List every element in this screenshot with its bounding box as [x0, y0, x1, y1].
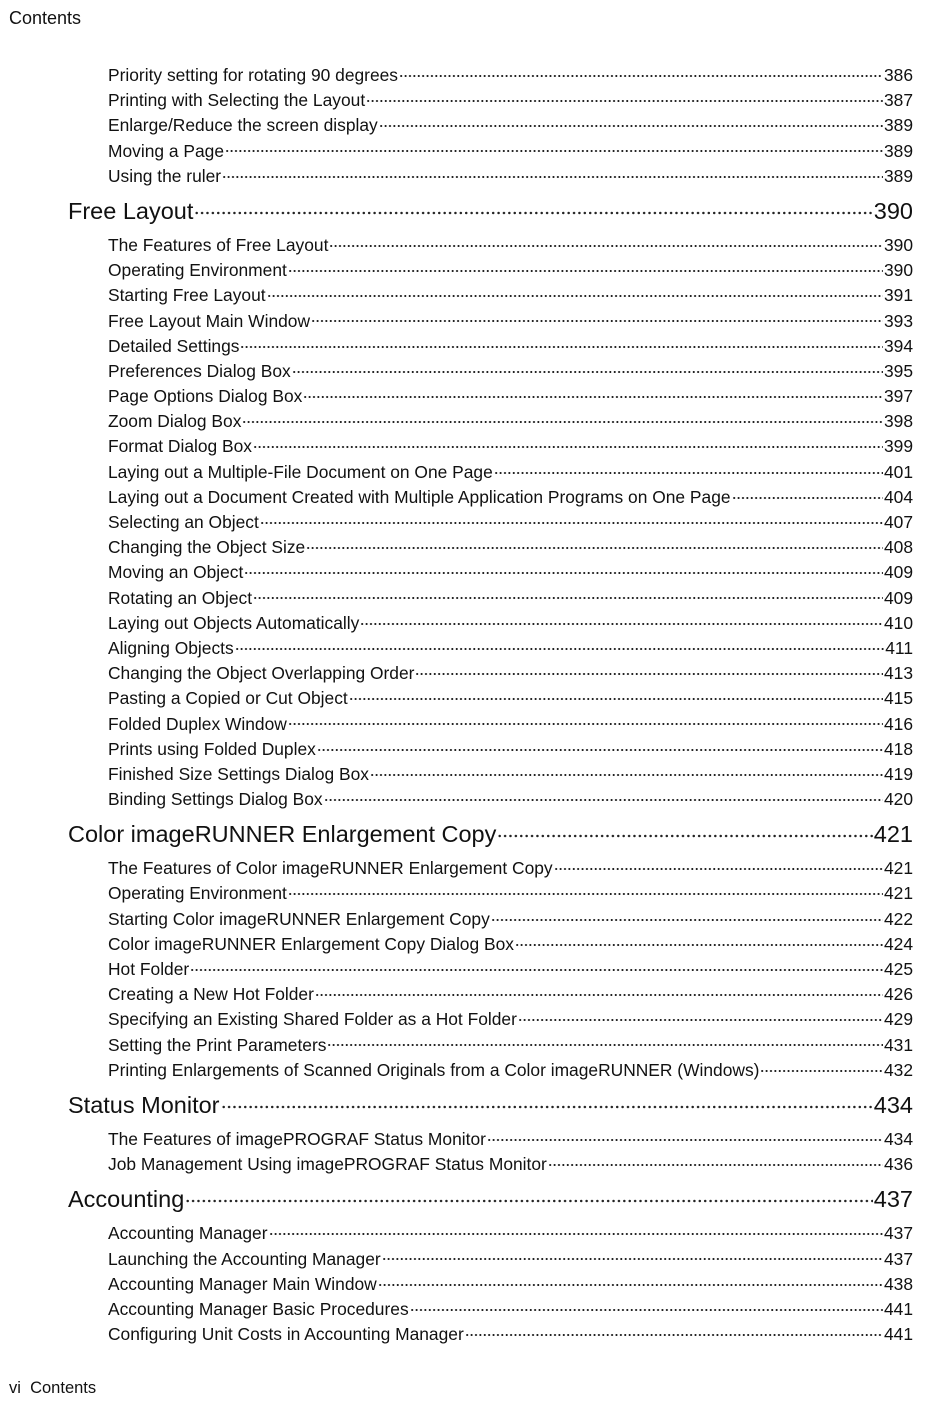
toc-entry-page: 434	[883, 1128, 913, 1149]
dot-leader	[324, 788, 883, 805]
toc-entry-title: Hot Folder	[108, 959, 190, 979]
toc-entry[interactable]	[0, 1152, 913, 1177]
toc-entry-page: 404	[883, 486, 913, 507]
toc-entry-page: 429	[883, 1009, 913, 1030]
toc-entry-title: Preferences Dialog Box	[108, 360, 291, 381]
dot-leader	[303, 385, 883, 402]
toc-entry[interactable]	[0, 1127, 913, 1152]
toc-entry-title: Free Layout	[68, 197, 194, 224]
toc-entry-page: 389	[883, 165, 913, 186]
toc-entry-page: 407	[883, 512, 913, 532]
toc-entry-title: Accounting Manager Basic Procedures	[108, 1298, 409, 1319]
toc-entry[interactable]	[0, 762, 913, 787]
dot-leader	[349, 687, 883, 704]
dot-leader	[360, 611, 883, 628]
toc-entry-title: Aligning Objects	[108, 637, 234, 658]
toc-entry-title: The Features of imagePROGRAF Status Monitor	[108, 1128, 486, 1149]
toc-entry[interactable]	[0, 907, 913, 932]
toc-entry-page: 409	[883, 587, 913, 608]
toc-entry-title: Finished Size Settings Dialog Box	[108, 763, 369, 784]
dot-leader	[760, 1058, 883, 1075]
toc-entry-page: 436	[883, 1154, 913, 1175]
toc-entry-page: 399	[883, 436, 913, 457]
dot-leader	[491, 907, 883, 924]
dot-leader	[253, 435, 883, 452]
toc-entry-page: 389	[883, 115, 913, 136]
dot-leader	[253, 586, 883, 603]
toc-entry-title: Rotating an Object	[108, 587, 253, 608]
toc-entry[interactable]	[0, 712, 913, 737]
page-number: vi	[9, 1379, 21, 1397]
dot-leader	[221, 1089, 873, 1113]
dot-leader	[267, 284, 883, 301]
toc-entry-page: 387	[883, 90, 913, 111]
toc-entry-title: Printing with Selecting the Layout	[108, 90, 366, 111]
dot-leader	[410, 1297, 883, 1314]
toc-entry[interactable]	[0, 737, 913, 762]
toc-entry-title: Prints using Folded Duplex	[108, 738, 316, 759]
toc-entry-title: Printing Enlargements of Scanned Originals from a Color imageRUNNER (Windows)	[108, 1059, 760, 1080]
toc-entry-page: 422	[883, 908, 913, 929]
toc-entry[interactable]	[0, 787, 913, 812]
toc-entry-page: 438	[883, 1273, 913, 1294]
toc-entry-page: 393	[883, 310, 913, 331]
toc-entry-title: Configuring Unit Costs in Accounting Manager	[108, 1324, 464, 1345]
toc-entry-title: Operating Environment	[108, 883, 287, 904]
toc-entry-title: Free Layout Main Window	[108, 310, 311, 331]
toc-entry-page: 432	[883, 1059, 913, 1080]
table-of-contents	[0, 63, 950, 1347]
toc-entry-title: Job Management Using imagePROGRAF Status Monitor	[108, 1154, 547, 1175]
toc-entry-title: Accounting	[68, 1186, 185, 1213]
toc-entry[interactable]	[0, 636, 913, 661]
toc-entry[interactable]	[0, 309, 913, 334]
toc-entry-page: 437	[883, 1248, 913, 1269]
toc-entry-title: Binding Settings Dialog Box	[108, 789, 323, 810]
toc-entry-title: Enlarge/Reduce the screen display	[108, 115, 378, 136]
toc-entry-title: Color imageRUNNER Enlargement Copy	[68, 821, 497, 848]
dot-leader	[292, 359, 883, 376]
toc-entry-page: 395	[883, 360, 913, 381]
page-footer	[9, 1379, 96, 1398]
toc-entry-title: Launching the Accounting Manager	[108, 1248, 381, 1269]
dot-leader	[194, 195, 872, 219]
dot-leader	[487, 1128, 883, 1145]
dot-leader	[379, 114, 883, 131]
toc-entry-title: Operating Environment	[108, 260, 287, 281]
toc-entry-title: Laying out a Document Created with Multiple Application Programs on One Page	[108, 486, 731, 507]
toc-entry-title: Selecting an Object	[108, 512, 259, 532]
toc-entry[interactable]	[0, 384, 913, 409]
toc-section-entry[interactable]	[0, 1177, 913, 1221]
toc-entry-page: 437	[873, 1186, 913, 1213]
toc-entry[interactable]	[0, 510, 913, 535]
toc-entry-page: 409	[883, 562, 913, 583]
toc-entry[interactable]	[0, 661, 913, 686]
toc-entry-page: 410	[883, 612, 913, 633]
toc-entry-page: 413	[883, 663, 913, 684]
toc-entry-page: 401	[883, 461, 913, 482]
toc-entry-page: 431	[883, 1034, 913, 1055]
toc-entry[interactable]	[0, 881, 913, 906]
toc-entry-page: 391	[883, 285, 913, 306]
toc-entry[interactable]	[0, 485, 913, 510]
toc-entry-title: Changing the Object Size	[108, 537, 306, 558]
toc-entry-page: 419	[883, 763, 913, 784]
dot-leader	[465, 1323, 883, 1340]
toc-entry[interactable]	[0, 1058, 913, 1083]
toc-entry-page: 420	[883, 789, 913, 810]
toc-entry-title: Priority setting for rotating 90 degrees	[108, 65, 398, 85]
toc-entry-page: 408	[883, 537, 913, 558]
toc-entry-title: Zoom Dialog Box	[108, 411, 242, 432]
toc-entry[interactable]	[0, 1247, 913, 1272]
toc-entry-title: The Features of Color imageRUNNER Enlargement Copy	[108, 858, 553, 879]
toc-entry-title: Accounting Manager	[108, 1223, 268, 1244]
dot-leader	[260, 511, 883, 528]
toc-section-entry[interactable]	[0, 1083, 913, 1127]
dot-leader	[515, 932, 883, 949]
dot-leader	[311, 309, 883, 326]
toc-entry-title: Changing the Object Overlapping Order	[108, 663, 415, 684]
toc-entry[interactable]	[0, 560, 913, 585]
toc-entry-page: 386	[883, 65, 913, 85]
toc-entry-title: Starting Color imageRUNNER Enlargement Copy	[108, 908, 490, 929]
running-header: Contents	[9, 8, 82, 28]
toc-entry[interactable]	[0, 359, 913, 384]
dot-leader	[225, 139, 883, 156]
dot-leader	[415, 662, 883, 679]
toc-entry[interactable]	[0, 932, 913, 957]
toc-entry-page: 416	[883, 713, 913, 734]
toc-entry-title: Moving a Page	[108, 140, 225, 161]
toc-entry[interactable]	[0, 982, 913, 1007]
toc-entry[interactable]	[0, 1033, 913, 1058]
toc-entry-title: Status Monitor	[68, 1091, 220, 1118]
toc-entry[interactable]	[0, 460, 913, 485]
toc-entry-title: Laying out a Multiple-File Document on One Page	[108, 461, 493, 482]
toc-entry[interactable]	[0, 1221, 913, 1246]
toc-entry-title: The Features of Free Layout	[108, 234, 329, 255]
footer-label: Contents	[30, 1379, 97, 1397]
dot-leader	[235, 637, 885, 654]
toc-entry[interactable]	[0, 434, 913, 459]
toc-entry-title: Starting Free Layout	[108, 285, 266, 306]
dot-leader	[327, 1033, 883, 1050]
dot-leader	[494, 460, 883, 477]
toc-section-entry[interactable]	[0, 189, 913, 233]
toc-entry-page: 415	[883, 688, 913, 709]
toc-entry-page: 390	[873, 197, 913, 224]
toc-entry-title: Laying out Objects Automatically	[108, 612, 360, 633]
toc-entry-page: 424	[883, 933, 913, 954]
toc-entry-title: Creating a New Hot Folder	[108, 984, 314, 1005]
toc-entry-title: Detailed Settings	[108, 335, 240, 356]
dot-leader	[497, 819, 872, 843]
toc-entry[interactable]	[0, 686, 913, 711]
toc-entry-page: 390	[883, 260, 913, 281]
toc-entry[interactable]	[0, 1322, 913, 1347]
toc-entry-page: 397	[883, 386, 913, 407]
dot-leader	[370, 762, 883, 779]
dot-leader	[315, 983, 883, 1000]
dot-leader	[382, 1247, 883, 1264]
toc-entry[interactable]	[0, 856, 913, 881]
dot-leader	[518, 1008, 883, 1025]
dot-leader	[222, 164, 883, 181]
toc-entry-page: 411	[885, 637, 913, 658]
toc-section-entry[interactable]	[0, 812, 913, 856]
dot-leader	[366, 89, 883, 106]
toc-entry[interactable]	[0, 1007, 913, 1032]
toc-entry[interactable]	[0, 233, 913, 258]
toc-entry[interactable]	[0, 1297, 913, 1322]
dot-leader	[244, 561, 883, 578]
toc-entry-page: 434	[873, 1091, 913, 1118]
toc-entry-page: 418	[883, 738, 913, 759]
toc-entry-title: Color imageRUNNER Enlargement Copy Dialog Box	[108, 933, 514, 954]
toc-entry-page: 437	[883, 1223, 913, 1244]
toc-entry-title: Specifying an Existing Shared Folder as a Hot Folder	[108, 1009, 517, 1030]
dot-leader	[288, 712, 883, 729]
toc-entry-page: 421	[883, 858, 913, 879]
toc-entry-title: Page Options Dialog Box	[108, 386, 303, 407]
toc-entry[interactable]	[0, 535, 913, 560]
toc-entry-page: 441	[883, 1324, 913, 1345]
toc-entry-page: 398	[883, 411, 913, 432]
toc-entry-page: 426	[883, 984, 913, 1005]
dot-leader	[554, 857, 883, 874]
toc-entry[interactable]	[0, 63, 913, 88]
toc-entry-page: 425	[883, 959, 913, 979]
dot-leader	[269, 1222, 883, 1239]
toc-entry[interactable]	[0, 586, 913, 611]
toc-entry[interactable]	[0, 957, 913, 982]
toc-entry[interactable]	[0, 283, 913, 308]
toc-entry[interactable]	[0, 113, 913, 138]
toc-entry-title: Setting the Print Parameters	[108, 1034, 327, 1055]
toc-entry[interactable]	[0, 611, 913, 636]
toc-entry[interactable]	[0, 139, 913, 164]
toc-entry-title: Format Dialog Box	[108, 436, 253, 457]
toc-entry-title: Moving an Object	[108, 562, 244, 583]
toc-entry-title: Accounting Manager Main Window	[108, 1273, 377, 1294]
dot-leader	[190, 958, 883, 975]
dot-leader	[378, 1272, 883, 1289]
toc-entry-page: 394	[883, 335, 913, 356]
toc-entry-title: Using the ruler	[108, 165, 222, 186]
dot-leader	[240, 334, 883, 351]
dot-leader	[185, 1184, 873, 1208]
dot-leader	[732, 485, 883, 502]
dot-leader	[399, 64, 883, 81]
dot-leader	[317, 737, 883, 754]
toc-entry-title: Pasting a Copied or Cut Object	[108, 688, 348, 709]
toc-entry[interactable]	[0, 334, 913, 359]
toc-entry-page: 390	[883, 234, 913, 255]
toc-entry[interactable]	[0, 1272, 913, 1297]
toc-entry-page: 421	[883, 883, 913, 904]
dot-leader	[288, 259, 883, 276]
toc-entry-title: Folded Duplex Window	[108, 713, 287, 734]
dot-leader	[242, 410, 883, 427]
toc-entry-page: 421	[873, 821, 913, 848]
dot-leader	[306, 536, 883, 553]
toc-entry[interactable]	[0, 164, 913, 189]
toc-entry-page: 441	[883, 1298, 913, 1319]
dot-leader	[548, 1153, 883, 1170]
toc-entry-page: 389	[883, 140, 913, 161]
dot-leader	[329, 234, 883, 251]
toc-entry[interactable]	[0, 88, 913, 113]
dot-leader	[288, 882, 883, 899]
toc-entry[interactable]	[0, 258, 913, 283]
toc-entry[interactable]	[0, 409, 913, 434]
